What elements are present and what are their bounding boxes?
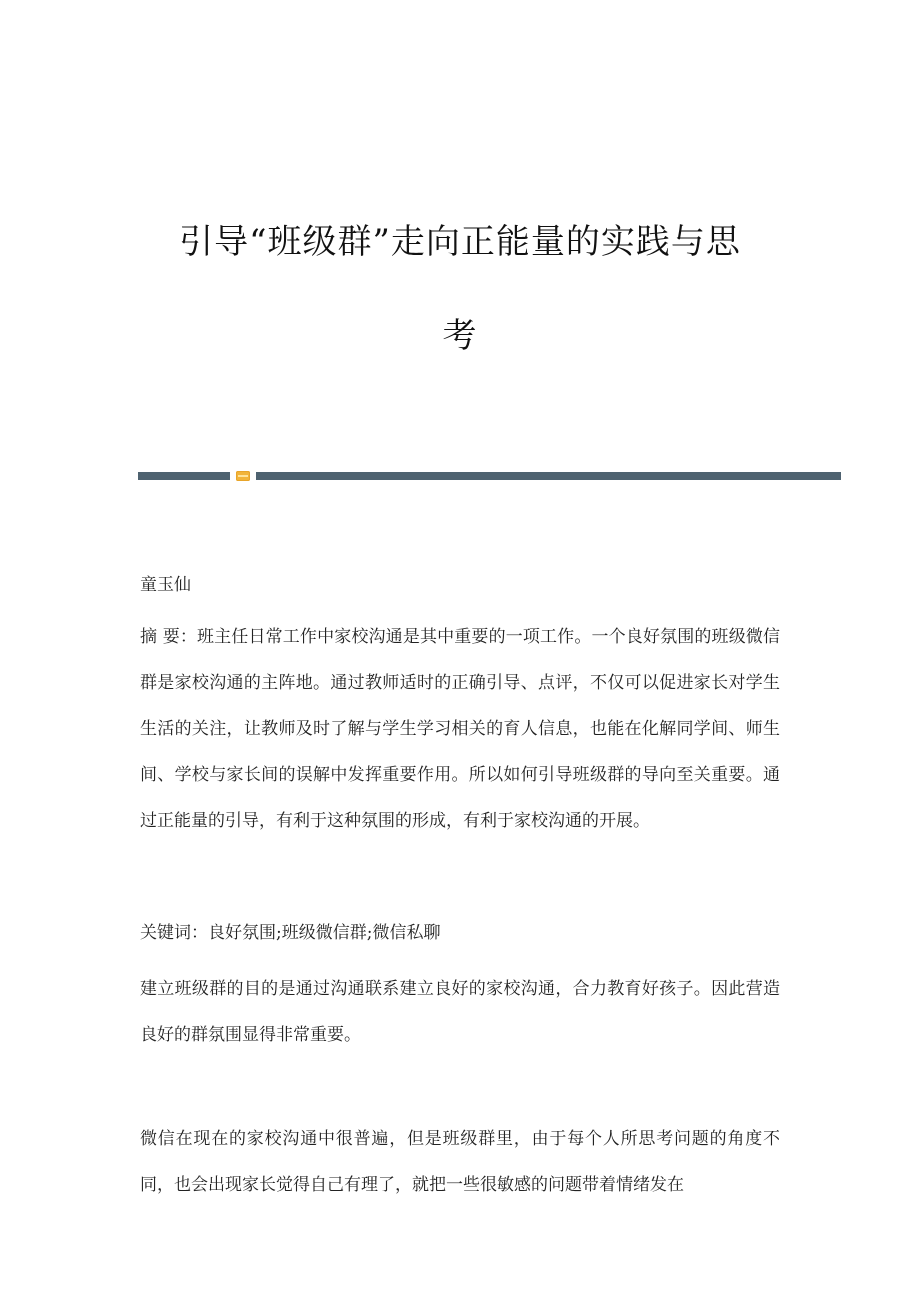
author-name: 童玉仙 — [140, 575, 191, 595]
document-title-line-2: 考 — [442, 316, 478, 356]
divider-right-segment — [256, 472, 841, 480]
divider-left-segment — [138, 472, 230, 480]
document-title-line-1: 引导“班级群”走向正能量的实践与思 — [179, 222, 741, 262]
title-divider — [138, 472, 841, 481]
abstract-paragraph: 摘 要：班主任日常工作中家校沟通是其中重要的一项工作。一个良好氛围的班级微信群是家校沟通的主阵地。通过教师适时的正确引导、点评，不仅可以促进家长对学生生活的关注，让教师及时了解与学生学习相关的育人信息，也能在化解同学间、师生间、学校与家长间的误解中发挥重要作用。所以如何引导班级群的导向至关重要。通过正能量的引导，有利于这种氛围的形成，有利于家校沟通的开展。 — [140, 627, 780, 831]
body-paragraph-1: 建立班级群的目的是通过沟通联系建立良好的家校沟通，合力教育好孩子。因此营造良好的群氛围显得非常重要。 — [140, 979, 780, 1045]
body-paragraph-2: 微信在现在的家校沟通中很普遍，但是班级群里，由于每个人所思考问题的角度不同，也会出现家长觉得自己有理了，就把一些很敏感的问题带着情绪发在 — [140, 1129, 780, 1195]
divider-marker-icon — [236, 471, 250, 481]
keywords-line: 关键词：良好氛围;班级微信群;微信私聊 — [140, 923, 441, 943]
